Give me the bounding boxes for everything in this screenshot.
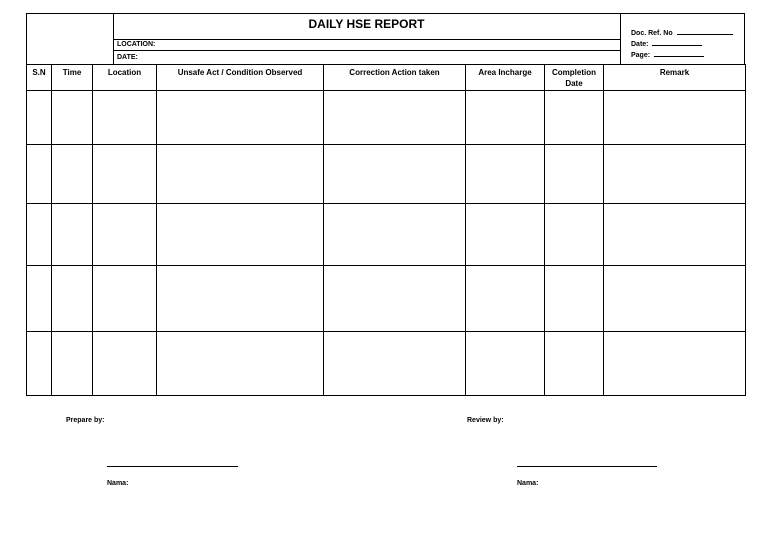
table-row — [27, 91, 746, 145]
location-field: LOCATION: — [113, 39, 620, 51]
col-header-correction-action: Correction Action taken — [324, 65, 466, 91]
doc-date-blank — [652, 38, 702, 46]
cell-sn[interactable] — [27, 204, 52, 266]
cell-correction-action[interactable] — [324, 145, 466, 204]
doc-date-label: Date: — [631, 41, 649, 48]
page-label: Page: — [631, 52, 651, 59]
cell-area-incharge[interactable] — [466, 145, 545, 204]
cell-area-incharge[interactable] — [466, 91, 545, 145]
cell-area-incharge[interactable] — [466, 266, 545, 332]
cell-remark[interactable] — [604, 91, 746, 145]
cell-unsafe-act[interactable] — [157, 204, 324, 266]
cell-completion-date[interactable] — [545, 332, 604, 396]
cell-area-incharge[interactable] — [466, 204, 545, 266]
cell-unsafe-act[interactable] — [157, 91, 324, 145]
cell-remark[interactable] — [604, 332, 746, 396]
cell-sn[interactable] — [27, 145, 52, 204]
cell-remark[interactable] — [604, 204, 746, 266]
header-logo-area — [27, 14, 114, 64]
cell-sn[interactable] — [27, 266, 52, 332]
prepare-name-label: Nama: — [107, 480, 129, 487]
review-by-label: Review by: — [467, 417, 504, 424]
cell-time[interactable] — [52, 332, 93, 396]
cell-remark[interactable] — [604, 145, 746, 204]
prepare-by-label: Prepare by: — [66, 417, 105, 424]
hse-observation-table — [26, 64, 746, 396]
cell-correction-action[interactable] — [324, 266, 466, 332]
doc-ref-blank — [677, 27, 733, 35]
table-row — [27, 332, 746, 396]
cell-time[interactable] — [52, 145, 93, 204]
doc-ref-line — [631, 27, 733, 37]
date-field: DATE: — [117, 54, 138, 61]
cell-remark[interactable] — [604, 266, 746, 332]
doc-date-line — [631, 38, 702, 48]
report-header — [26, 13, 745, 65]
review-signature-line[interactable] — [517, 466, 657, 467]
cell-sn[interactable] — [27, 332, 52, 396]
cell-correction-action[interactable] — [324, 91, 466, 145]
col-header-completion-date: Completion Date — [545, 65, 604, 91]
col-header-location: Location — [93, 65, 157, 91]
col-header-sn: S.N — [27, 65, 52, 91]
table-row — [27, 266, 746, 332]
cell-completion-date[interactable] — [545, 91, 604, 145]
col-header-time: Time — [52, 65, 93, 91]
doc-info — [621, 14, 745, 64]
header-center — [113, 14, 621, 64]
prepare-signature-line[interactable] — [107, 466, 238, 467]
page-line — [631, 49, 704, 59]
cell-area-incharge[interactable] — [466, 332, 545, 396]
report-title: DAILY HSE REPORT — [113, 14, 620, 40]
cell-location[interactable] — [93, 145, 157, 204]
cell-location[interactable] — [93, 332, 157, 396]
col-header-unsafe-act: Unsafe Act / Condition Observed — [157, 65, 324, 91]
cell-time[interactable] — [52, 91, 93, 145]
cell-unsafe-act[interactable] — [157, 145, 324, 204]
review-name-label: Nama: — [517, 480, 539, 487]
cell-correction-action[interactable] — [324, 204, 466, 266]
cell-completion-date[interactable] — [545, 266, 604, 332]
table-header-row — [27, 65, 746, 91]
table-row — [27, 204, 746, 266]
table-row — [27, 145, 746, 204]
cell-unsafe-act[interactable] — [157, 332, 324, 396]
cell-sn[interactable] — [27, 91, 52, 145]
cell-location[interactable] — [93, 204, 157, 266]
cell-correction-action[interactable] — [324, 332, 466, 396]
cell-time[interactable] — [52, 204, 93, 266]
cell-completion-date[interactable] — [545, 204, 604, 266]
col-header-remark: Remark — [604, 65, 746, 91]
cell-completion-date[interactable] — [545, 145, 604, 204]
cell-unsafe-act[interactable] — [157, 266, 324, 332]
doc-ref-label: Doc. Ref. No — [631, 30, 673, 37]
cell-time[interactable] — [52, 266, 93, 332]
page-blank — [654, 49, 704, 57]
cell-location[interactable] — [93, 91, 157, 145]
col-header-area-incharge: Area Incharge — [466, 65, 545, 91]
cell-location[interactable] — [93, 266, 157, 332]
